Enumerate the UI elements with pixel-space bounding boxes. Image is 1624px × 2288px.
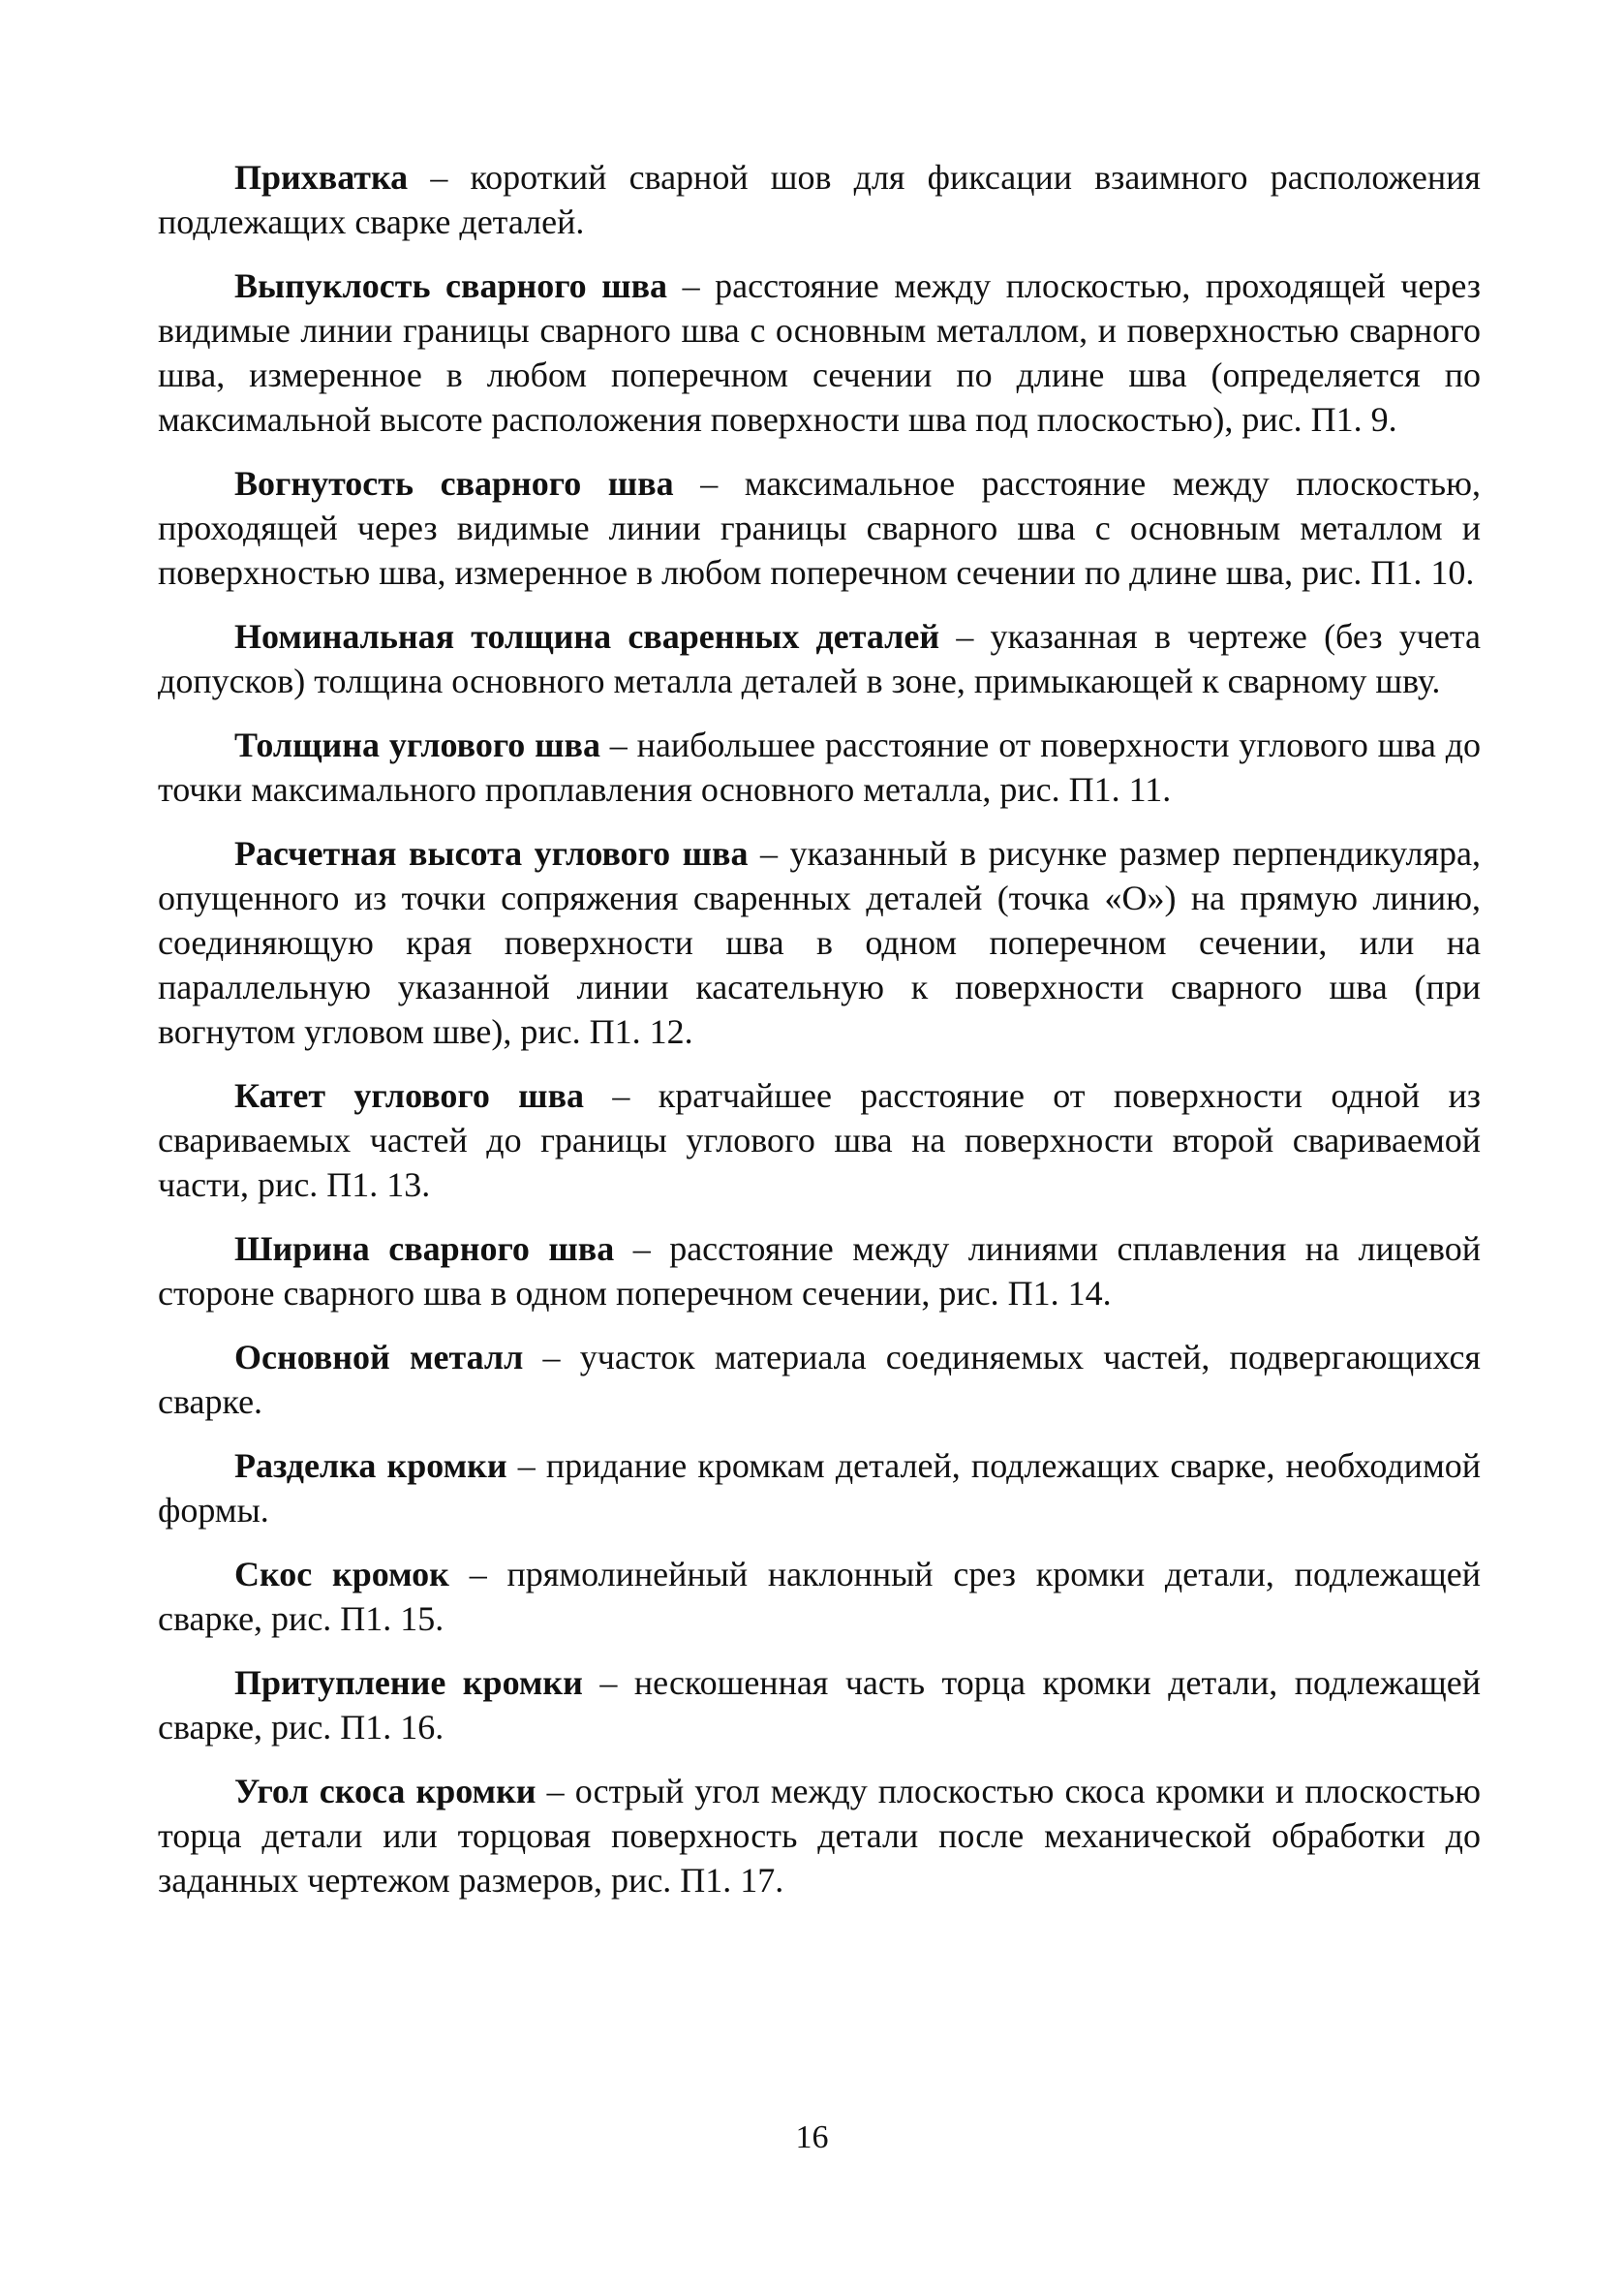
- term-name: Основной металл: [234, 1338, 524, 1376]
- term-paragraph: [158, 723, 1481, 812]
- term-paragraph: [158, 1552, 1481, 1641]
- term-paragraph: [158, 155, 1481, 244]
- term-definition: – участок материала соединяемых частей, подвергающихся сварке.: [158, 1338, 1481, 1421]
- term-name: Прихватка: [234, 158, 409, 197]
- term-paragraph: [158, 1443, 1481, 1532]
- term-name: Притупление кромки: [234, 1663, 583, 1702]
- term-definition: – максимальное расстояние между плоскостью, проходящей через видимые линии границы сварного шва с основным металлом и поверхностью шва, измеренное в любом поперечном сечении по длине шва, рис. П1. 10.: [158, 464, 1481, 592]
- term-definition: – наибольшее расстояние от поверхности углового шва до точки максимального проплавления основного металла, рис. П1. 11.: [158, 726, 1482, 809]
- term-paragraph: [158, 1073, 1481, 1207]
- term-paragraph: [158, 461, 1481, 595]
- term-name: Разделка кромки: [234, 1446, 507, 1485]
- term-definition: – указанный в рисунке размер перпендикуляра, опущенного из точки сопряжения сваренных деталей (точка «О») на прямую линию, соединяющую края поверхности шва в одном поперечном сечении, или на параллельную указанной линии касательную к поверхности сварного шва (при вогнутом угловом шве), рис. П1. 12.: [158, 834, 1481, 1051]
- term-definition: – расстояние между линиями сплавления на лицевой стороне сварного шва в одном поперечном сечении, рис. П1. 14.: [158, 1229, 1482, 1313]
- term-name: Номинальная толщина сваренных деталей: [234, 617, 940, 656]
- term-paragraph: [158, 831, 1481, 1054]
- term-name: Выпуклость сварного шва: [234, 266, 668, 305]
- term-paragraph: [158, 263, 1481, 442]
- term-definition: – прямолинейный наклонный срез кромки детали, подлежащей сварке, рис. П1. 15.: [158, 1555, 1481, 1638]
- term-definition: – кратчайшее расстояние от поверхности одной из свариваемых частей до границы углового шва на поверхности второй свариваемой части, рис. П1. 13.: [158, 1076, 1481, 1204]
- term-definition: – нескошенная часть торца кромки детали, подлежащей сварке, рис. П1. 16.: [158, 1663, 1481, 1747]
- term-name: Катет углового шва: [234, 1076, 585, 1115]
- term-definition: – расстояние между плоскостью, проходящей через видимые линии границы сварного шва с основным металлом, и поверхностью сварного шва, измеренное в любом поперечном сечении по длине шва (определяется по максимальной высоте расположения поверхности шва под плоскостью), рис. П1. 9.: [158, 266, 1481, 439]
- term-paragraph: [158, 1769, 1481, 1902]
- term-definition: – указанная в чертеже (без учета допусков) толщина основного металла деталей в зоне, примыкающей к сварному шву.: [158, 617, 1481, 700]
- term-name: Толщина углового шва: [234, 726, 600, 764]
- term-paragraph: [158, 614, 1481, 703]
- term-paragraph: [158, 1660, 1481, 1749]
- page-number: 16: [795, 2119, 829, 2155]
- term-name: Расчетная высота углового шва: [234, 834, 749, 873]
- term-name: Ширина сварного шва: [234, 1229, 615, 1268]
- term-definition: – короткий сварной шов для фиксации взаимного расположения подлежащих сварке деталей.: [158, 158, 1481, 241]
- term-name: Вогнутость сварного шва: [234, 464, 674, 503]
- term-name: Угол скоса кромки: [234, 1772, 536, 1810]
- term-paragraph: [158, 1226, 1481, 1315]
- term-name: Скос кромок: [234, 1555, 449, 1593]
- term-definition: – придание кромкам деталей, подлежащих сварке, необходимой формы.: [158, 1446, 1481, 1530]
- term-definition: – острый угол между плоскостью скоса кромки и плоскостью торца детали или торцовая поверхность детали после механической обработки до заданных чертежом размеров, рис. П1. 17.: [158, 1772, 1482, 1900]
- term-paragraph: [158, 1335, 1481, 1424]
- document-page: [158, 155, 1481, 1922]
